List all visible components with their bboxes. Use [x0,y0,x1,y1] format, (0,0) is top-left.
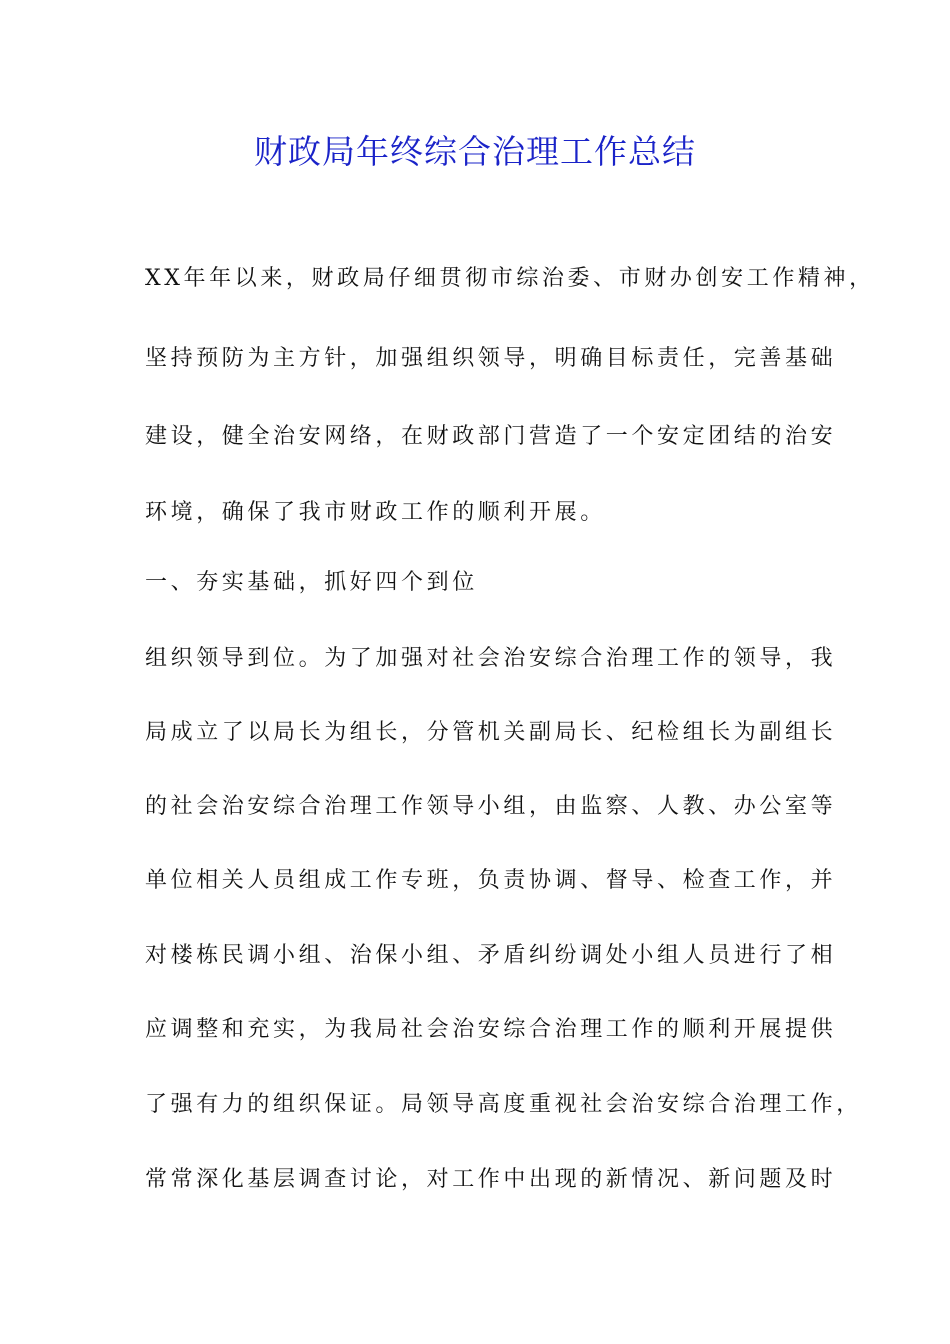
body-line-5: 组织领导到位。为了加强对社会治安综合治理工作的领导，我 [145,646,837,671]
body-line-11: 了强有力的组织保证。局领导高度重视社会治安综合治理工作， [145,1092,862,1117]
body-line-2: 坚持预防为主方针，加强组织领导，明确目标责任，完善基础 [145,346,837,371]
body-line-6: 局成立了以局长为组长，分管机关副局长、纪检组长为副组长 [145,720,837,745]
body-line-8: 单位相关人员组成工作专班，负责协调、督导、检查工作，并 [145,868,837,893]
body-line-12: 常常深化基层调查讨论，对工作中出现的新情况、新问题及时 [145,1167,837,1192]
body-line-7: 的社会治安综合治理工作领导小组，由监察、人教、办公室等 [145,794,837,819]
body-line-1: XX年年以来，财政局仔细贯彻市综治委、市财办创安工作精神， [145,266,875,291]
body-line-10: 应调整和充实，为我局社会治安综合治理工作的顺利开展提供 [145,1017,837,1042]
body-line-3: 建设，健全治安网络，在财政部门营造了一个安定团结的治安 [145,424,837,449]
body-line-4: 环境，确保了我市财政工作的顺利开展。 [145,500,606,525]
section-heading-1: 一、夯实基础，抓好四个到位 [145,570,478,595]
body-line-9: 对楼栋民调小组、治保小组、矛盾纠纷调处小组人员进行了相 [145,943,837,968]
document-title: 财政局年终综合治理工作总结 [254,132,696,171]
